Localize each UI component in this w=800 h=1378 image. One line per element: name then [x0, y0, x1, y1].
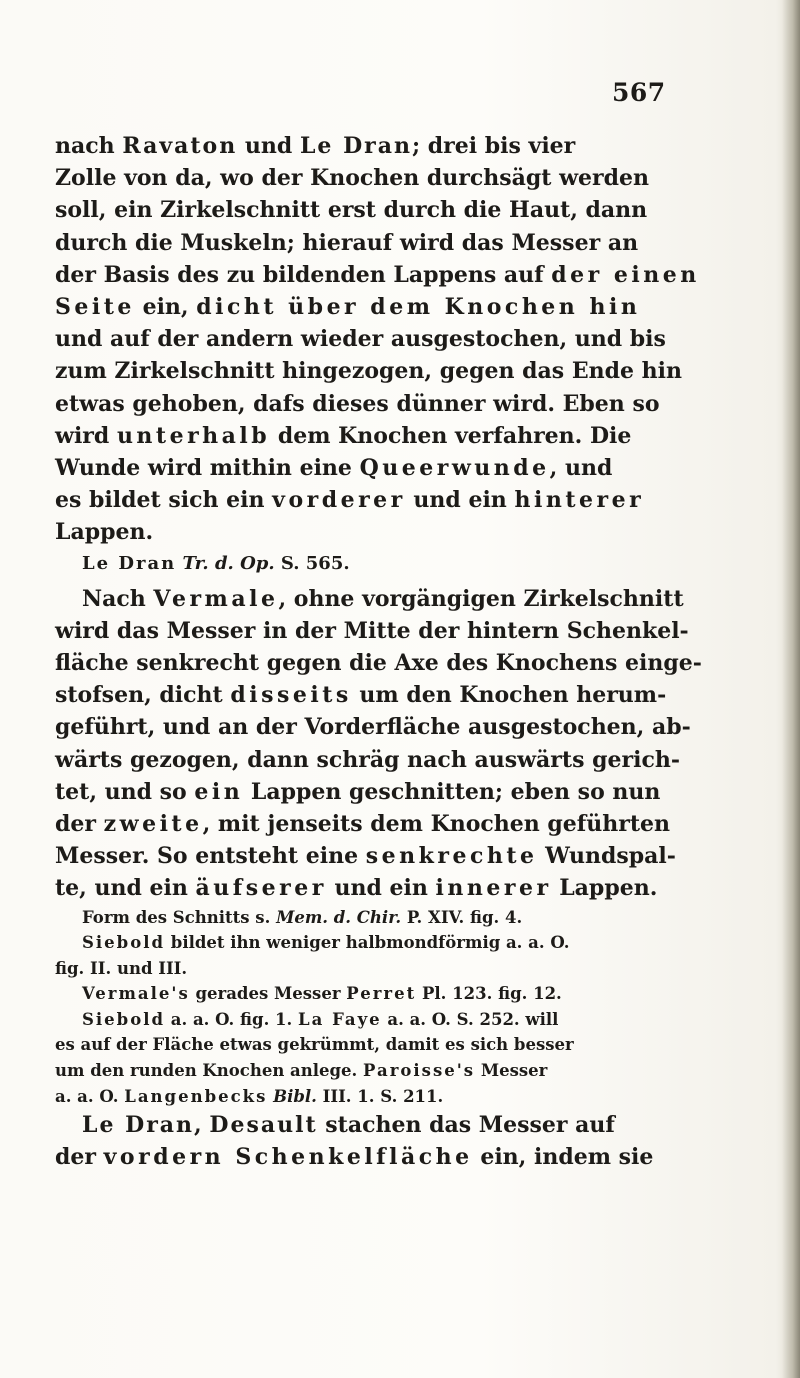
text-run: Lappen geschnitten; eben so nun — [243, 778, 661, 805]
text-run: Lappen. — [551, 875, 658, 902]
paragraph1-line — [55, 484, 680, 516]
text-run: und — [237, 133, 300, 159]
paragraph2-line — [55, 615, 689, 647]
paragraph2-line — [55, 583, 684, 615]
paragraph1-line — [55, 323, 680, 355]
paragraph2-line — [55, 840, 680, 872]
text-run: Siebold — [82, 1009, 166, 1029]
text-run: , mit jenseits dem Knochen geführten — [202, 810, 670, 837]
text-run: Mem. d. Chir. — [276, 907, 402, 927]
text-run: La Faye — [298, 1009, 382, 1029]
text-run: dicht über dem Knochen hin — [196, 293, 641, 320]
text-run: senkrechte — [365, 843, 538, 870]
paragraph1-line — [55, 194, 680, 226]
text-run: fig. II. und III. — [55, 958, 188, 978]
notes-line — [55, 1058, 680, 1084]
text-run: wärts gezogen, dann schräg nach auswärts gerich- — [55, 746, 680, 773]
paragraph2-line — [55, 744, 680, 776]
text-run: Wunde wird mithin eine — [55, 454, 360, 481]
text-run: Lappen. — [55, 519, 154, 546]
text-run: fläche senkrecht gegen die Axe des Knochens einge- — [55, 650, 702, 676]
text-column — [55, 130, 702, 1174]
text-run: etwas gehoben, dafs dieses dünner wird. Eben so — [55, 390, 660, 417]
text-run: ein, — [134, 293, 197, 320]
paragraph2-line — [55, 808, 680, 840]
text-run: stachen das Messer auf — [317, 1112, 615, 1139]
text-run: a. a. O. fig. 1. — [165, 1009, 299, 1029]
text-run: gerades Messer — [189, 984, 347, 1004]
paragraph1-line — [55, 130, 680, 162]
text-run: a. a. O. — [55, 1086, 125, 1106]
paragraph1-line — [55, 259, 700, 291]
text-run: der einen — [551, 261, 700, 288]
text-run: Langenbecks — [124, 1086, 268, 1106]
notes-line — [55, 956, 680, 982]
text-run: Desault — [209, 1112, 318, 1139]
paragraph2-line — [55, 872, 680, 904]
text-run: Form des Schnitts s. — [82, 907, 277, 927]
paragraph3-line — [55, 1109, 680, 1141]
text-run: stofsen, dicht — [55, 682, 231, 709]
paragraph1-line — [55, 452, 680, 484]
paragraph2-line — [55, 776, 680, 808]
notes-line — [55, 1084, 680, 1110]
text-run: äufserer — [195, 875, 327, 902]
text-run: Pl. 123. fig. 12. — [416, 984, 562, 1004]
text-run: Seite — [55, 293, 135, 320]
notes-line — [55, 905, 680, 931]
text-run: der — [55, 1144, 104, 1171]
text-run: Vermale's — [82, 984, 190, 1004]
text-run: und ein — [405, 487, 515, 514]
text-run: Le Dran — [82, 553, 177, 575]
text-run: bildet ihn weniger halbmondförmig a. a. O. — [165, 933, 570, 953]
text-run: es bildet sich ein — [55, 487, 273, 514]
text-run: Queerwunde — [359, 454, 550, 481]
text-run: te, und ein — [55, 875, 196, 902]
text-run: der Basis des zu bildenden Lappens auf — [55, 261, 552, 288]
paragraph2-line — [55, 647, 702, 679]
text-run: und ein — [326, 875, 436, 902]
text-run: zum Zirkelschnitt hingezogen, gegen das Ende hin — [55, 358, 682, 385]
text-run: ein, indem sie — [472, 1144, 654, 1171]
text-run: vorderer — [272, 487, 406, 514]
text-run: hinterer — [514, 487, 645, 514]
text-run: wird das Messer in der Mitte der hintern Schenkel- — [55, 617, 689, 644]
text-run: Paroisse's — [363, 1061, 476, 1081]
text-run: dem Knochen verfahren. Die — [270, 422, 632, 449]
text-run: wird — [55, 422, 117, 449]
text-run: und auf der andern wieder ausgestochen, und bis — [55, 326, 666, 353]
notes-line — [55, 1032, 680, 1058]
text-run: , und — [549, 454, 613, 481]
text-run: Vermale — [153, 585, 279, 612]
notes-line — [55, 1007, 680, 1033]
footnotes-block — [55, 905, 680, 1110]
paragraph2-line — [55, 679, 680, 711]
text-run: es auf der Fläche etwas gekrümmt, damit es sich besser — [55, 1035, 574, 1055]
page-number: 567 — [612, 78, 666, 107]
text-run: ein — [194, 778, 244, 805]
paragraph-ravaton-le-dran — [55, 130, 700, 548]
text-run: um den Knochen herum- — [351, 682, 667, 709]
text-run: III. 1. S. 211. — [316, 1086, 444, 1106]
text-run: Zolle von da, wo der Knochen durchsägt werden — [55, 165, 650, 192]
paragraph2-line — [55, 711, 691, 743]
text-run: unterhalb — [116, 422, 271, 449]
text-run: geführt, und an der Vorderfläche ausgestochen, ab- — [55, 714, 691, 741]
text-run: Le Dran — [82, 1112, 195, 1139]
paragraph3-line — [55, 1141, 680, 1173]
text-run: der — [55, 810, 104, 837]
paragraph-vermale — [55, 583, 702, 905]
text-run: Messer — [475, 1061, 548, 1081]
notes-line — [55, 981, 680, 1007]
text-run: innerer — [435, 875, 552, 902]
text-run: um den runden Knochen anlege. — [55, 1061, 364, 1081]
text-run: a. a. O. S. 252. will — [381, 1009, 559, 1029]
text-run: soll, ein Zirkelschnitt erst durch die Haut, dann — [55, 197, 648, 224]
text-run: nach — [55, 133, 123, 159]
page-edge-shadow — [782, 0, 800, 1378]
citation1-line — [55, 548, 680, 580]
text-run: Wundspal- — [537, 843, 676, 870]
text-run: Nach — [82, 585, 154, 612]
text-run: tet, und so — [55, 778, 195, 805]
paragraph1-line — [55, 291, 680, 323]
text-run: Tr. d. Op. — [182, 553, 275, 575]
paragraph1-line — [55, 355, 680, 387]
notes-line — [55, 930, 680, 956]
text-run: Perret — [346, 984, 417, 1004]
text-run: , — [194, 1112, 210, 1139]
text-run: S. 565. — [274, 553, 350, 575]
text-run: disseits — [230, 682, 352, 709]
paragraph1-line — [55, 420, 680, 452]
paragraph1-line — [55, 516, 680, 548]
text-run: Siebold — [82, 933, 166, 953]
text-run: zweite — [103, 810, 203, 837]
paragraph-desault — [55, 1109, 680, 1173]
text-run: P. XIV. fig. 4. — [401, 907, 523, 927]
text-run: Bibl. — [273, 1086, 317, 1106]
citation-le-dran — [55, 548, 680, 580]
text-run: Messer. So entsteht eine — [55, 843, 366, 870]
text-run: Ravaton — [122, 133, 238, 159]
text-run: Le Dran — [299, 133, 412, 159]
text-run: ; drei bis vier — [411, 133, 576, 159]
paragraph1-line — [55, 227, 680, 259]
text-run: durch die Muskeln; hierauf wird das Messer an — [55, 229, 639, 256]
text-run: , ohne vorgängigen Zirkelschnitt — [278, 585, 684, 612]
paragraph1-line — [55, 162, 680, 194]
text-run: vordern Schenkelfläche — [103, 1144, 473, 1171]
paragraph1-line — [55, 388, 680, 420]
